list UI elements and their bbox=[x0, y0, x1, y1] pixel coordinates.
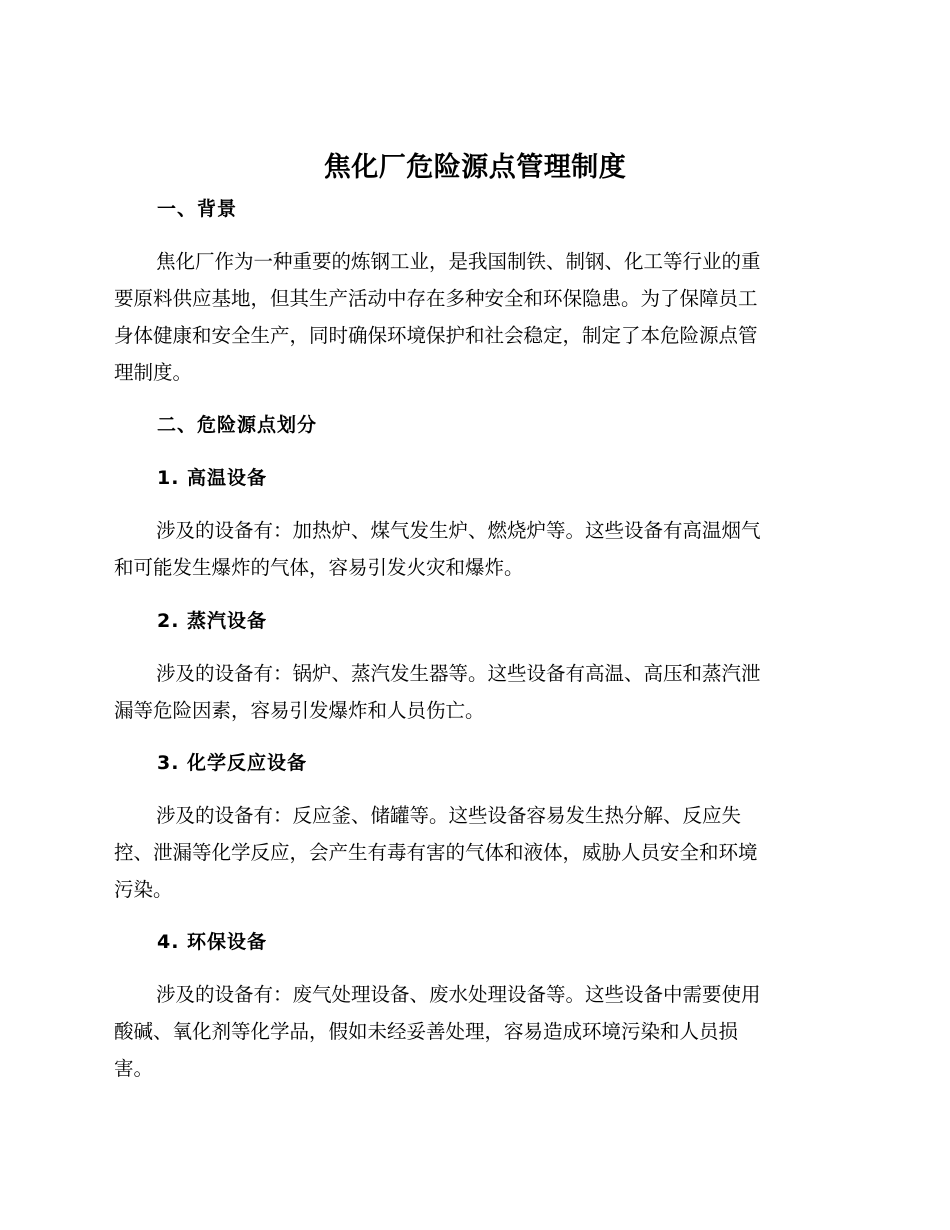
document-title: 焦化厂危险源点管理制度 bbox=[323, 152, 627, 183]
paragraph-line: 酸碱、氧化剂等化学品，假如未经妥善处理，容易造成环境污染和人员损 bbox=[114, 1020, 739, 1043]
subsection-heading-environmental: 4. 环保设备 bbox=[157, 931, 268, 953]
environmental-paragraph bbox=[114, 976, 834, 1087]
paragraph-line: 身体健康和安全生产，同时确保环境保护和社会稳定，制定了本危险源点管 bbox=[114, 324, 758, 347]
paragraph-line: 和可能发生爆炸的气体，容易引发火灾和爆炸。 bbox=[114, 556, 524, 579]
section-heading-hazard-classification: 二、危险源点划分 bbox=[157, 414, 318, 436]
paragraph-line: 焦化厂作为一种重要的炼钢工业，是我国制铁、制钢、化工等行业的重 bbox=[156, 250, 761, 273]
high-temperature-paragraph bbox=[114, 512, 834, 586]
subsection-heading-steam: 2. 蒸汽设备 bbox=[157, 610, 268, 632]
paragraph-line: 涉及的设备有：废气处理设备、废水处理设备等。这些设备中需要使用 bbox=[156, 983, 761, 1006]
paragraph-line: 害。 bbox=[114, 1057, 154, 1080]
paragraph-line: 污染。 bbox=[114, 878, 173, 901]
subsection-heading-chemical-reaction: 3. 化学反应设备 bbox=[157, 752, 308, 774]
paragraph-line: 涉及的设备有：加热炉、煤气发生炉、燃烧炉等。这些设备有高温烟气 bbox=[156, 519, 761, 542]
steam-paragraph bbox=[114, 655, 834, 729]
background-paragraph bbox=[114, 243, 834, 391]
paragraph-line: 涉及的设备有：锅炉、蒸汽发生器等。这些设备有高温、高压和蒸汽泄 bbox=[156, 662, 761, 685]
paragraph-line: 理制度。 bbox=[114, 361, 193, 384]
paragraph-line: 涉及的设备有：反应釜、储罐等。这些设备容易发生热分解、反应失 bbox=[156, 804, 742, 827]
paragraph-line: 漏等危险因素，容易引发爆炸和人员伤亡。 bbox=[114, 699, 485, 722]
paragraph-line: 控、泄漏等化学反应，会产生有毒有害的气体和液体，威胁人员安全和环境 bbox=[114, 841, 758, 864]
paragraph-line: 要原料供应基地，但其生产活动中存在多种安全和环保隐患。为了保障员工 bbox=[114, 287, 758, 310]
chemical-reaction-paragraph bbox=[114, 797, 834, 908]
subsection-heading-high-temperature: 1. 高温设备 bbox=[157, 467, 268, 489]
section-heading-background: 一、背景 bbox=[157, 198, 238, 220]
